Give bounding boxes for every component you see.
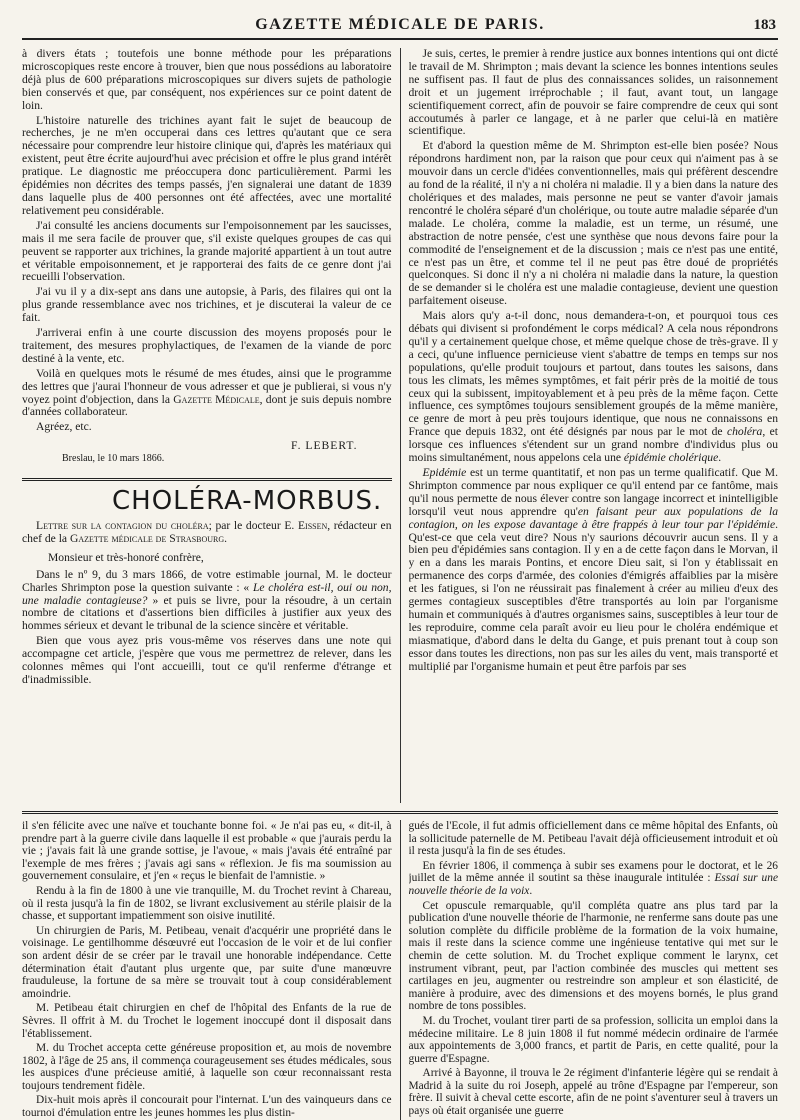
text-run: , rédacteur en chef de la [22, 519, 392, 545]
italic-term: Epidémie [422, 466, 467, 479]
paragraph [409, 310, 779, 465]
article-subtitle [22, 520, 392, 546]
paragraph: L'histoire naturelle des trichines ayant fait le sujet de beaucoup de recherches, je ne m'en occuperai dans ces lettres qu'autant que ce sera nécessaire pour comprendre leur histoire clinique qui, d'après les matériaux qui existent, peut être écrite aujourd'hui avec précision et offre le plus grand intérêt pratique. Le diagnostic me préoccupera donc particulièrement. Parmi les épidémies non décrites des temps passés, j'en signalerai une datant de 1839 dans laquelle plus de 400 personnes ont été affectées, avec une mortalité relativement peu considérable. [22, 113, 392, 217]
italic-quote: en faisant peur aux populations de la contagion, on les expose davantage à être frappés à leur tour par l'épidémie [408, 504, 778, 531]
paragraph: à divers états ; toutefois une bonne méthode pour les préparations microscopiques reste encore à trouver, bien que nous possédions au laboratoire déjà plus de 600 préparations microscopiques sur divers sujets de pathologie bien conservés et que, par conséquent, nos expériences sur ce point datent de loin. [22, 48, 392, 112]
dateline: Breslau, le 10 mars 1866. [62, 453, 165, 465]
right-column [409, 48, 779, 803]
paragraph: M. Petibeau était chirurgien en chef de l'hôpital des Enfants de la rue de Sèvres. Il offrit à M. du Trochet le logement inoccupé dont il disposait dans l'établissement. [22, 1002, 392, 1040]
text-run: Lettre sur la contagion du choléra [36, 519, 209, 532]
text-run: , et lorsque ces influences s'étendent sur un grand nombre d'individus plus ou moins simultanément, nous appelons cela une [408, 425, 778, 465]
paragraph: J'ai vu il y a dix-sept ans dans une autopsie, à Paris, des filaires qui ont la plus grande ressemblance avec nos trichines, et je discuterai la valeur de ce fait. [22, 285, 392, 325]
paragraph: gués de l'Ecole, il fut admis officiellement dans ce même hôpital des Enfants, où la sollicitude paternelle de M. Petibeau l'avait déjà officieusement introduit et où il resta jusqu'à la fin de ses études. [408, 820, 778, 858]
text-run: Dans le nº 9, du 3 mars 1866, de votre estimable journal, M. le docteur Charles Shrimpton pose la question suivante : « [22, 567, 392, 594]
paragraph: Je suis, certes, le premier à rendre justice aux bonnes intentions qui ont dicté le travail de M. Shrimpton ; mais devant la science les bonnes intentions seules ne suffisent pas. Il faut de plus des connaissances solides, un raisonnement droit et un jugement irréprochable ; il faut, avant tout, un langage scientifiquement correct, afin de pouvoir se faire comprendre de ceux qui sont accoutumés à parler ce langage, et à ne parler que celui-là en matière scientifique. [408, 48, 778, 138]
bottom-left-column [22, 820, 392, 1120]
text-run: En février 1806, il commença à subir ses examens pour le doctorat, et le 26 juillet de la même année il soutint sa thèse inaugurale intitulée : [408, 859, 778, 885]
running-title: GAZETTE MÉDICALE DE PARIS. [255, 16, 545, 33]
paragraph: J'ai consulté les anciens documents sur l'empoisonnement par les saucisses, mais il me sera facile de prouver que, s'il existe quelques groupes de cas qui peuvent se rapporter aux trichines, la grande majorité appartient à un tout autre et véritable empoisonnement, et je rapporterai des faits de ce genre dont j'ai recueilli l'observation. [22, 218, 392, 284]
signature: F. LEBERT. [291, 439, 358, 453]
text-run: ; par le docteur [208, 519, 285, 532]
bottom-right-column [409, 820, 779, 1120]
paragraph: J'arriverai enfin à une courte discussion des moyens proposés pour le traitement, des mesures prophylactiques, de l'examen de la viande de porc destiné à la vente, etc. [22, 326, 392, 365]
page-header [22, 14, 778, 40]
journal-name: Gazette médicale de Strasbourg [69, 531, 225, 545]
italic-term: épidémie cholérique [623, 451, 719, 465]
text-run: . Qu'est-ce que cela veut dire? Nous n'y saurions découvrir aucun sens. Il y a bien peu d'épidémies sans contagion. Il y en a de cette façon dans le Morvan, il y en a dans les marais Pontins, et encore Dieu sait, si l'on y établissait en permanence des corps d'armée, des colonies d'émigrés affaiblies par la misère et les fatigues, si l'on ne réussirait pas finalement à créer au milieu d'eux des germes contagieux susceptibles d'être transportés au loin par l'organisme humain et communiqués à d'autres organismes sains, susceptibles à leur tour de les reproduire, comme cela paraît avoir eu lieu pour le choléra endémique et miasmatique, d'abord dans le delta du Gange, et puis prenant tout à coup son essor dans toutes les directions, non pas sur les ailes du vent, mais transporté et multiplié par l'organisme humain et peut être parfois par ses [408, 517, 778, 673]
page-number: 183 [753, 17, 776, 33]
bottom-section [22, 820, 778, 1120]
text-run: » et puis se livre, pour la résoudre, à un certain nombre de citations et d'assertions bien difficiles à justifier aux yeux des hommes sérieux et devant le tribunal de la science sincère et véritable. [22, 593, 392, 633]
top-section [22, 48, 778, 803]
paragraph: Un chirurgien de Paris, M. Petibeau, venait d'acquérir une propriété dans le voisinage. Le gentilhomme désœuvré eut l'occasion de le voir et de lui confier son ardent désir de se créer par le travail une honorable indépendance. Cette détermination était d'autant plus urgente que, par suite d'une manœuvre frauduleuse, la fortune de sa mère se trouvait tout à coup considérablement amoindrie. [22, 924, 392, 1000]
text-run: . [718, 451, 722, 465]
paragraph [22, 368, 392, 420]
paragraph: il s'en félicite avec une naïve et touchante bonne foi. « Je n'ai pas eu, « dit-il, à prendre part à la guerre civile dans laquelle il est probable « que j'aurais perdu la vie ; j'avais fait là une grande sottise, je l'avoue, « mais j'avais été entraîné par l'exemple de mes frères ; j'avais agi sans « réflexion. Je fis ma soumission au gouvernement consulaire, et j'en « reçus le bienfait de l'amnistie. » [22, 820, 392, 883]
paragraph: Et d'abord la question même de M. Shrimpton est-elle bien posée? Nous répondrons hardiment non, par la raison que pour ceux qui n'aiment pas à se mouvoir dans un cercle d'idées conventionnelles, mais qui préfèrent descendre au fond de la réalité, il n'y a ni choléra ni maladie. Il y a bien dans la nature des cholériques et des malades, mais personne ne peut se vanter d'avoir jamais rencontré le choléra séparé d'un cholérique, ou toute autre maladie séparée d'un malade. Le choléra, comme la maladie, est un terme, un résumé, une abstraction de notre pensée, c'est une synthèse que nous devons faire pour la commodité de l'enseignement et de la discussion ; mais ce n'est pas une entité, ce n'est pas un être, et comme tel il ne peut pas être doué de propriétés quelconques. Si donc il n'y a ni choléra ni maladie dans la nature, la question de se demander si le choléra est une maladie contagieuse, devient une question parfaitement oiseuse. [408, 139, 778, 308]
article-title: CHOLÉRA-MORBUS. [112, 486, 383, 517]
paragraph: Bien que vous ayez pris vous-même vos réserves dans une note qui accompagne cet article, j'espère que vous me permettrez de relever, dans les colonnes mêmes qui l'ont accueilli, tout ce qu'il renferme d'étrange et d'inadmissible. [22, 634, 392, 686]
greeting: Monsieur et très-honoré confrère, [48, 550, 204, 564]
salutation: Agréez, etc. [36, 420, 92, 434]
text-run: , dont je suis depuis nombre d'années collaborateur. [22, 392, 392, 419]
paragraph [22, 569, 392, 634]
thesis-title: Essai sur une nouvelle théorie de la voix [408, 872, 778, 897]
paragraph: Rendu à la fin de 1800 à une vie tranquille, M. du Trochet revint à Chareau, où il resta jusqu'à la fin de 1802, se livrant exclusivement au stérile plaisir de la chasse, et supportant impatiemment son oisive inutilité. [22, 884, 392, 923]
text-run: est un terme quantitatif, et non pas un terme qualificatif. Que M. Shrimpton commence par nous expliquer ce qu'il entend par ce fantôme, mais qu'il nous permette de nous élever contre son langage incorrect et inintelligible lorsqu'il veut nous apprendre qu' [408, 466, 778, 518]
quoted-question: Le choléra est-il, oui ou non, une maladie contagieuse? [22, 580, 392, 607]
left-column [22, 48, 392, 803]
paragraph: M. du Trochet, voulant tirer parti de sa profession, sollicita un emploi dans la médecine militaire. Le 8 juin 1808 il fut nommé médecin ordinaire de l'armée aux appointements de 3,000 francs, et partit de Paris, en cette qualité, pour la guerre d'Espagne. [408, 1014, 778, 1065]
paragraph: Dix-huit mois après il concourait pour l'internat. L'un des vainqueurs dans ce tournoi d'émulation entre les jeunes hommes les plus distin- [22, 1094, 392, 1120]
paragraph: M. du Trochet accepta cette généreuse proposition et, au mois de novembre 1802, à l'âge de 25 ans, il commença courageusement ses études médicales, sous les auspices d'une précieuse amitié, à laquelle son cœur reconnaissant resta toujours tendrement fidèle. [22, 1042, 392, 1092]
paragraph: Arrivé à Bayonne, il trouva le 2e régiment d'infanterie légère qui se rendait à Madrid à la suite du roi Joseph, appelé au trône d'Espagne par l'empereur, son frère. Il suivit à cheval cette escorte, afin de ne point s'aventurer seul à travers un pays où était organisée une guerre [408, 1067, 778, 1118]
column-divider [400, 820, 401, 1120]
column-divider [400, 48, 401, 803]
section-divider [22, 478, 392, 481]
text-run: Voilà en quelques mots le résumé de mes études, ainsi que le programme des lettres que j'aurai l'honneur de vous adresser et que je publierai, si vous n'y voyez point d'objection, dans la [22, 366, 392, 406]
text-run: . [529, 884, 533, 897]
paragraph [409, 467, 779, 674]
paragraph: Cet opuscule remarquable, qu'il compléta quatre ans plus tard par la publication d'une nouvelle théorie de l'harmonie, ne renferme sans doute pas une solution complète du difficile problème de la formation de la voix humaine, mais il reste dans la science comme une ingénieuse tentative qui met sur le chemin de cette solution. M. du Trochet explique comment le larynx, cet instrument vibrant, peut, par l'action combinée des muscles qui mettent ses cartilages en jeu, augmenter ou restreindre son ampleur et son élasticité, de manière à produire, avec des dimensions et des moyens bornés, le plus grand nombre de tons possibles. [408, 899, 778, 1013]
text-run: . [224, 531, 228, 545]
paragraph [409, 860, 779, 898]
journal-name: Gazette Médicale [173, 392, 260, 406]
author-name: E. Eissen [284, 519, 328, 532]
italic-term: choléra [726, 425, 763, 439]
text-run: Mais alors qu'y a-t-il donc, nous demandera-t-on, et pourquoi tous ces débats qui divisent si profondément le corps médical? A cela nous répondrons qu'il y a certainement quelque chose, et même quelque chose de très-grave. Il y a ceci, qu'une influence pernicieuse vient s'abattre de temps en temps sur nos populations, qu'elle produit toujours et partout, dans toutes les saisons, dans tous les climats, les mêmes symptômes, et fait périr près de la moitié de tous ceux qui la subissent, impitoyablement et à peu près de la même façon. Cette influence, ces symptômes toujours sensiblement groupés de la même manière, ce genre de mort à peu près toujours identique, que nous ne connaissons en France que depuis 1832, ont été désignés par nous par le mot de [408, 309, 778, 439]
feuilleton-divider [22, 811, 778, 814]
